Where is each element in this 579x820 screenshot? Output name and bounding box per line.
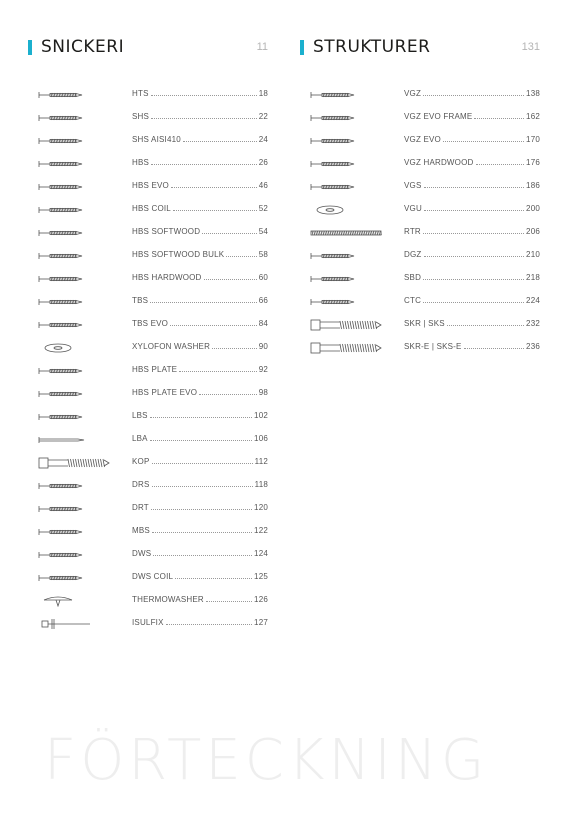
product-name: DRT	[132, 503, 149, 512]
index-entry[interactable]	[310, 317, 540, 340]
product-name: TBS EVO	[132, 319, 169, 328]
dot-leader	[206, 595, 252, 602]
product-name: DRS	[132, 480, 150, 489]
index-entry[interactable]	[38, 248, 268, 271]
page-number: 122	[254, 526, 268, 535]
screw-icon	[38, 503, 118, 515]
page-number: 218	[526, 273, 540, 282]
product-name: HBS	[132, 158, 150, 167]
index-entry[interactable]	[38, 409, 268, 432]
section-strukturer	[300, 36, 540, 351]
product-name: LBA	[132, 434, 148, 443]
dot-leader	[150, 411, 252, 418]
thermowasher-icon	[38, 595, 118, 607]
index-entry[interactable]	[38, 547, 268, 570]
index-entry-label	[132, 572, 268, 581]
index-entry-label	[132, 365, 268, 374]
index-entry[interactable]	[310, 340, 540, 363]
dot-leader	[423, 227, 524, 234]
dot-leader	[150, 434, 252, 441]
dot-leader	[464, 342, 524, 349]
index-entry-label	[404, 227, 540, 236]
index-entry[interactable]	[38, 271, 268, 294]
page-number: 186	[526, 181, 540, 190]
page-number: 84	[258, 319, 268, 328]
section-title: STRUKTURER	[313, 37, 431, 57]
index-entry[interactable]	[38, 202, 268, 225]
section-title: SNICKERI	[41, 37, 125, 57]
index-entry-label	[132, 89, 268, 98]
product-name: HBS SOFTWOOD BULK	[132, 250, 225, 259]
index-entry[interactable]	[38, 616, 268, 639]
index-entry[interactable]	[310, 202, 540, 225]
dot-leader	[423, 89, 524, 96]
product-name: SKR-E | SKS-E	[404, 342, 462, 351]
index-entry-label	[404, 273, 540, 282]
index-entry[interactable]	[310, 179, 540, 202]
screw-icon	[38, 549, 118, 561]
index-entry-label	[132, 227, 268, 236]
index-entry[interactable]	[38, 363, 268, 386]
index-entry[interactable]	[38, 478, 268, 501]
screw-icon	[38, 480, 118, 492]
index-entry-label	[404, 342, 540, 351]
index-entry-label	[404, 135, 540, 144]
dot-leader	[150, 296, 257, 303]
index-entry-label	[132, 204, 268, 213]
dot-leader	[212, 342, 257, 349]
product-name: VGZ EVO	[404, 135, 441, 144]
page-number: 124	[254, 549, 268, 558]
product-name: RTR	[404, 227, 421, 236]
screw-icon	[310, 158, 390, 170]
page-number: 127	[254, 618, 268, 627]
index-entry[interactable]	[38, 432, 268, 455]
page-number: 210	[526, 250, 540, 259]
dot-leader	[226, 250, 256, 257]
product-name: HBS HARDWOOD	[132, 273, 202, 282]
screw-icon	[38, 365, 118, 377]
product-name: VGZ	[404, 89, 422, 98]
index-entry-label	[132, 135, 268, 144]
index-entry-label	[132, 618, 268, 627]
product-name: HTS	[132, 89, 149, 98]
watermark-title: FÖRTECKNING	[44, 728, 489, 793]
screw-icon	[38, 204, 118, 216]
dot-leader	[166, 618, 252, 625]
index-entry[interactable]	[310, 156, 540, 179]
product-name: LBS	[132, 411, 148, 420]
screw-icon	[310, 112, 390, 124]
screw-icon	[310, 181, 390, 193]
screw-icon	[310, 135, 390, 147]
dot-leader	[151, 112, 257, 119]
index-entry-label	[132, 526, 268, 535]
index-entry[interactable]	[38, 294, 268, 317]
product-name: DGZ	[404, 250, 422, 259]
index-entry-label	[132, 181, 268, 190]
page-number: 162	[526, 112, 540, 121]
screw-icon	[38, 158, 118, 170]
index-entry[interactable]	[38, 179, 268, 202]
product-name: VGU	[404, 204, 422, 213]
section-header	[28, 36, 268, 62]
index-entry[interactable]	[38, 340, 268, 363]
screw-icon	[38, 319, 118, 331]
index-entry[interactable]	[38, 87, 268, 110]
dot-leader	[152, 480, 253, 487]
dot-leader	[443, 135, 524, 142]
dot-leader	[424, 204, 524, 211]
product-name: THERMOWASHER	[132, 595, 204, 604]
index-entry-label	[132, 342, 268, 351]
index-entry-label	[132, 158, 268, 167]
dot-leader	[175, 572, 252, 579]
dot-leader	[183, 135, 257, 142]
product-name: XYLOFON WASHER	[132, 342, 211, 351]
screw-icon	[38, 112, 118, 124]
dot-leader	[151, 503, 252, 510]
page-number: 138	[526, 89, 540, 98]
page-number: 58	[258, 250, 268, 259]
index-entry-label	[132, 388, 268, 397]
index-entry-label	[404, 181, 540, 190]
index-entry[interactable]	[38, 501, 268, 524]
index-entry[interactable]	[38, 593, 268, 616]
screw-icon	[38, 135, 118, 147]
page-number: 102	[254, 411, 268, 420]
page-number: 24	[258, 135, 268, 144]
nail-icon	[38, 434, 118, 446]
screw-icon	[310, 273, 390, 285]
index-entry-label	[132, 549, 268, 558]
index-entry[interactable]	[38, 455, 268, 478]
product-name: HBS PLATE	[132, 365, 178, 374]
section-accent-bar	[28, 40, 32, 55]
page-number: 126	[254, 595, 268, 604]
page-number: 170	[526, 135, 540, 144]
product-name: MBS	[132, 526, 150, 535]
page-number: 92	[258, 365, 268, 374]
screw-icon	[38, 411, 118, 423]
index-entry[interactable]	[38, 317, 268, 340]
index-entry-label	[132, 595, 268, 604]
index-entry-label	[132, 411, 268, 420]
product-name: CTC	[404, 296, 422, 305]
index-entry-label	[404, 319, 540, 328]
dot-leader	[423, 296, 524, 303]
dot-leader	[153, 549, 252, 556]
index-entry-label	[404, 296, 540, 305]
screw-icon	[38, 89, 118, 101]
screw-icon	[38, 250, 118, 262]
index-entry-label	[132, 480, 268, 489]
index-entry[interactable]	[310, 271, 540, 294]
index-entry-label	[404, 204, 540, 213]
screw-icon	[38, 572, 118, 584]
screw-icon	[38, 296, 118, 308]
product-name: VGZ HARDWOOD	[404, 158, 474, 167]
index-entry[interactable]	[38, 386, 268, 409]
index-list	[310, 87, 540, 363]
product-name: SHS AISI410	[132, 135, 181, 144]
dot-leader	[447, 319, 524, 326]
index-entry-label	[132, 112, 268, 121]
page-number: 112	[254, 457, 268, 466]
product-name: HBS PLATE EVO	[132, 388, 198, 397]
product-name: SHS	[132, 112, 150, 121]
section-accent-bar	[300, 40, 304, 55]
index-entry-label	[132, 273, 268, 282]
section-header	[300, 36, 540, 62]
section-page-number: 131	[521, 41, 540, 53]
index-entry[interactable]	[310, 110, 540, 133]
page-number: 26	[258, 158, 268, 167]
index-entry[interactable]	[38, 156, 268, 179]
threaded-rod-icon	[310, 227, 390, 239]
dot-leader	[152, 457, 253, 464]
page-number: 90	[258, 342, 268, 351]
dot-leader	[152, 526, 252, 533]
hex-screw-icon	[310, 319, 390, 331]
product-name: VGS	[404, 181, 422, 190]
page-number: 52	[258, 204, 268, 213]
screw-icon	[310, 89, 390, 101]
index-entry[interactable]	[310, 294, 540, 317]
index-entry-label	[404, 250, 540, 259]
page-number: 98	[258, 388, 268, 397]
screw-icon	[310, 296, 390, 308]
product-name: TBS	[132, 296, 149, 305]
washer-icon	[38, 342, 118, 354]
product-name: KOP	[132, 457, 150, 466]
page-number: 118	[254, 480, 268, 489]
index-entry-label	[404, 112, 540, 121]
product-name: HBS SOFTWOOD	[132, 227, 201, 236]
page-number: 236	[526, 342, 540, 351]
product-name: DWS	[132, 549, 152, 558]
index-entry[interactable]	[38, 225, 268, 248]
dot-leader	[151, 89, 257, 96]
dot-leader	[423, 273, 524, 280]
index-entry-label	[404, 89, 540, 98]
page-number: 224	[526, 296, 540, 305]
index-entry[interactable]	[38, 524, 268, 547]
page-number: 60	[258, 273, 268, 282]
page-number: 176	[526, 158, 540, 167]
index-entry[interactable]	[38, 570, 268, 593]
product-name: DWS COIL	[132, 572, 174, 581]
dot-leader	[170, 319, 257, 326]
index-entry[interactable]	[310, 225, 540, 248]
index-entry-label	[132, 457, 268, 466]
index-entry[interactable]	[310, 87, 540, 110]
product-name: ISULFIX	[132, 618, 164, 627]
screw-icon	[38, 227, 118, 239]
dot-leader	[204, 273, 257, 280]
dot-leader	[424, 250, 525, 257]
dot-leader	[424, 181, 525, 188]
screw-icon	[38, 388, 118, 400]
screw-icon	[310, 250, 390, 262]
page-number: 120	[254, 503, 268, 512]
hex-screw-icon	[38, 457, 118, 469]
dot-leader	[171, 181, 257, 188]
index-entry[interactable]	[310, 248, 540, 271]
index-entry[interactable]	[38, 133, 268, 156]
index-entry-label	[132, 434, 268, 443]
washer-icon	[310, 204, 390, 216]
page-number: 106	[254, 434, 268, 443]
product-name: SKR | SKS	[404, 319, 445, 328]
index-entry[interactable]	[310, 133, 540, 156]
screw-icon	[38, 181, 118, 193]
dot-leader	[476, 158, 525, 165]
section-snickeri	[28, 36, 268, 627]
page-number: 66	[258, 296, 268, 305]
page-number: 18	[258, 89, 268, 98]
product-name: HBS COIL	[132, 204, 171, 213]
page-number: 232	[526, 319, 540, 328]
isulfix-icon	[38, 618, 118, 630]
dot-leader	[151, 158, 257, 165]
page-number: 125	[254, 572, 268, 581]
index-entry-label	[132, 250, 268, 259]
page-number: 200	[526, 204, 540, 213]
index-entry-label	[404, 158, 540, 167]
dot-leader	[179, 365, 256, 372]
product-name: HBS EVO	[132, 181, 169, 190]
dot-leader	[474, 112, 524, 119]
page-number: 46	[258, 181, 268, 190]
screw-icon	[38, 273, 118, 285]
dot-leader	[199, 388, 257, 395]
page-number: 206	[526, 227, 540, 236]
index-list	[38, 87, 268, 639]
page-number: 22	[258, 112, 268, 121]
screw-icon	[38, 526, 118, 538]
page-number: 54	[258, 227, 268, 236]
dot-leader	[173, 204, 257, 211]
product-name: SBD	[404, 273, 422, 282]
hex-screw-icon	[310, 342, 390, 354]
dot-leader	[202, 227, 257, 234]
index-entry-label	[132, 503, 268, 512]
section-page-number: 11	[256, 41, 268, 53]
index-entry-label	[132, 319, 268, 328]
product-name: VGZ EVO FRAME	[404, 112, 473, 121]
index-entry-label	[132, 296, 268, 305]
index-entry[interactable]	[38, 110, 268, 133]
